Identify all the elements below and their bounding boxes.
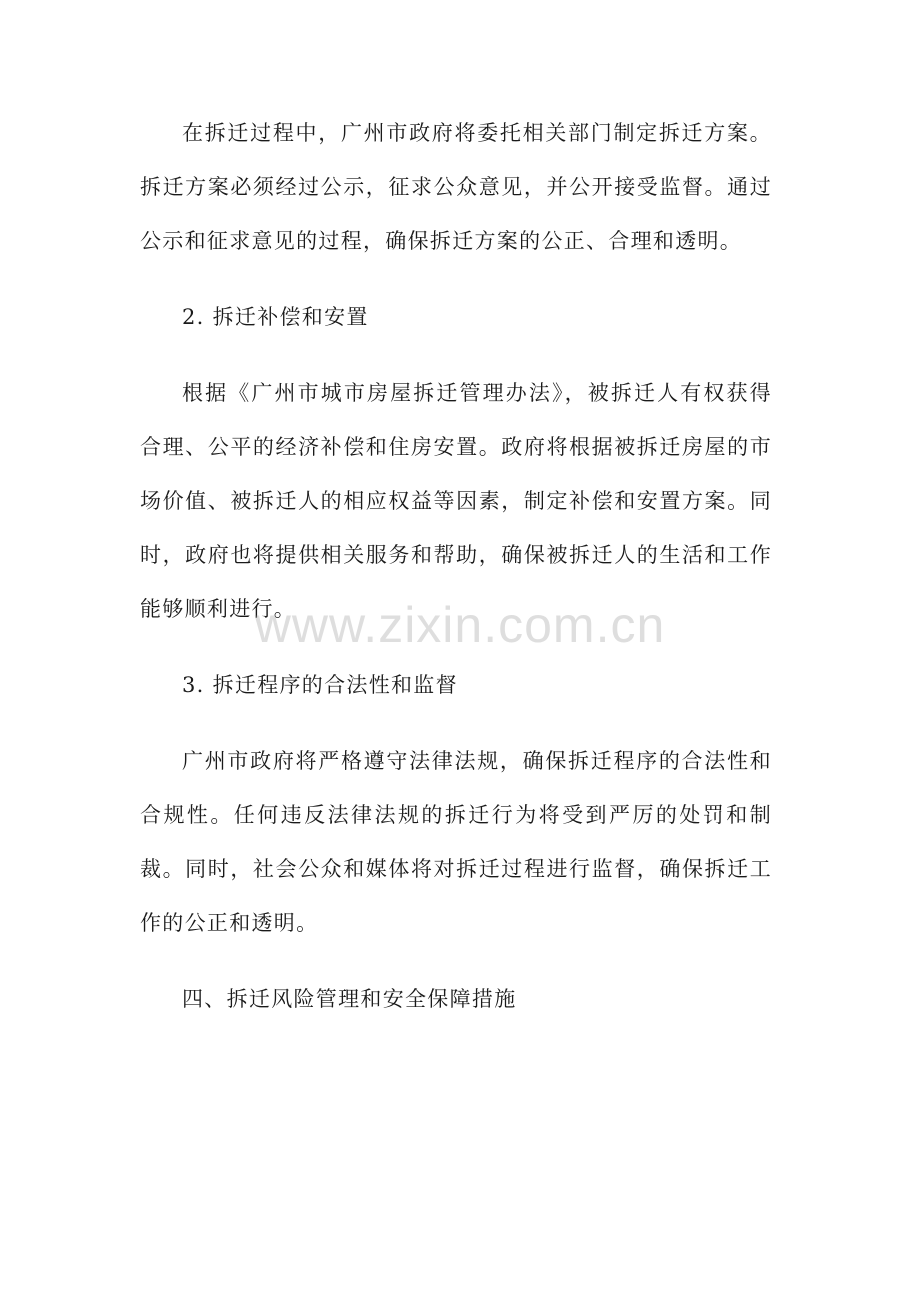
body-paragraph-1: 在拆迁过程中，广州市政府将委托相关部门制定拆迁方案。拆迁方案必须经过公示，征求公众意见，并公开接受监督。通过公示和征求意见的过程，确保拆迁方案的公正、合理和透明。 — [140, 121, 772, 253]
section-heading-4: 四、拆迁风险管理和安全保障措施 — [182, 987, 517, 1011]
paragraph-spacer — [140, 268, 772, 290]
paragraph-spacer — [140, 712, 772, 734]
document-body — [140, 106, 772, 1026]
paragraph-spacer — [140, 950, 772, 972]
body-paragraph-2: 根据《广州市城市房屋拆迁管理办法》，被拆迁人有权获得合理、公平的经济补偿和住房安置。政府将根据被拆迁房屋的市场价值、被拆迁人的相应权益等因素，制定补偿和安置方案。同时，政府也将提供相关服务和帮助，确保被拆迁人的生活和工作能够顺利进行。 — [140, 381, 772, 621]
paragraph-spacer — [140, 344, 772, 366]
watermark-text: www.zixin.com.cn — [254, 597, 666, 653]
section-heading-2: 2. 拆迁补偿和安置 — [182, 305, 369, 329]
paragraph-spacer — [140, 636, 772, 658]
body-paragraph-3: 广州市政府将严格遵守法律法规，确保拆迁程序的合法性和合规性。任何违反法律法规的拆迁行为将受到严厉的处罚和制裁。同时，社会公众和媒体将对拆迁过程进行监督，确保拆迁工作的公正和透明。 — [140, 749, 772, 935]
section-heading-3: 3. 拆迁程序的合法性和监督 — [182, 673, 458, 697]
